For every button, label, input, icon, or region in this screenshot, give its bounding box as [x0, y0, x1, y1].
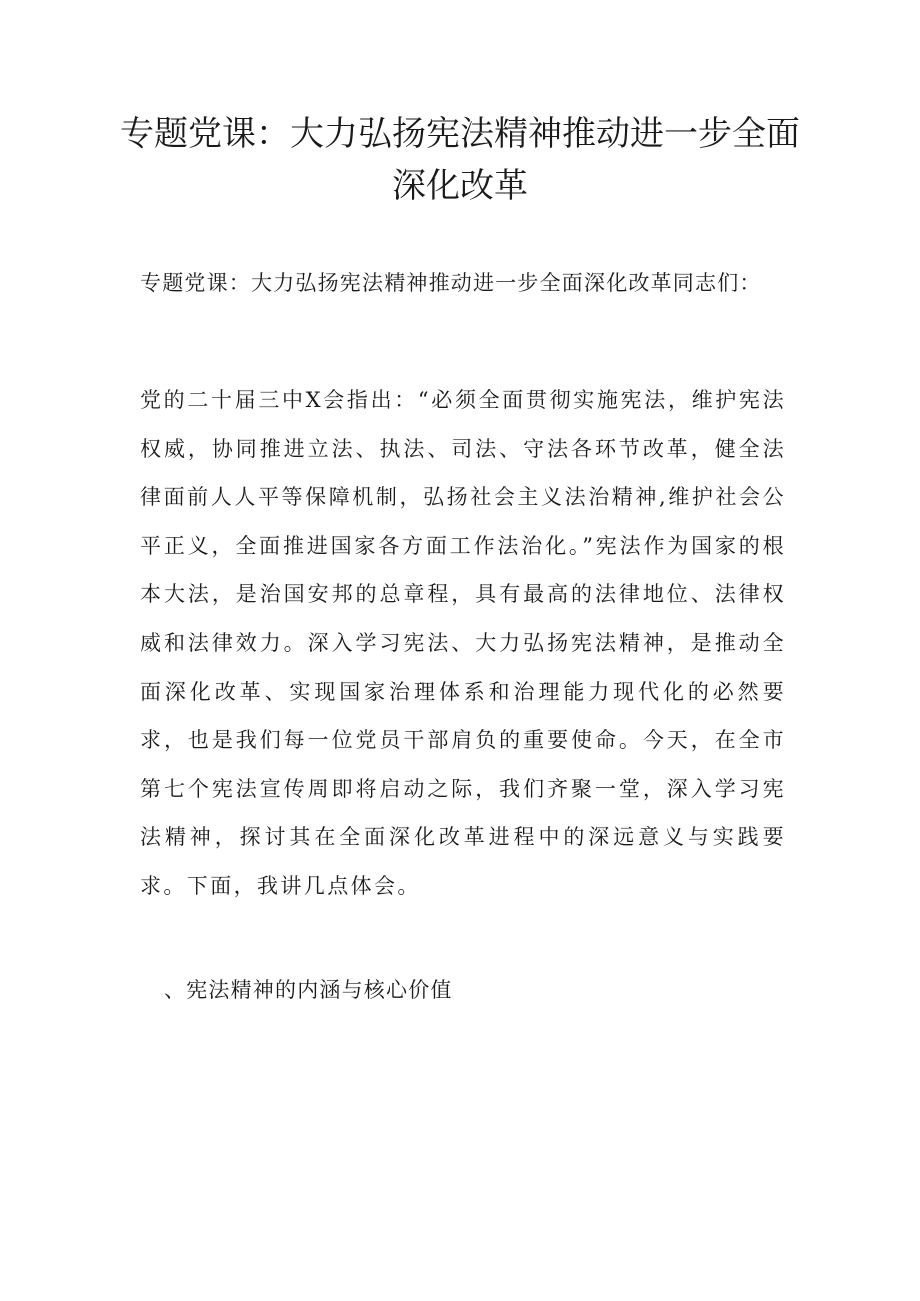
intro-line: 专题党课：大力弘扬宪法精神推动进一步全面深化改革同志们： [140, 271, 762, 295]
body-paragraph: 党的二十届三中X会指出：“必须全面贯彻实施宪法，维护宪法权威，协同推进立法、执法、司法、守法各环节改革，健全法律面前人人平等保障机制，弘扬社会主义法治精神,维护社会公平正义，全面推进国家各方面工作法治化。”宪法作为国家的根本大法，是治国安邦的总章程，具有最高的法律地位、法律权威和法律效力。深入学习宪法、大力弘扬宪法精神，是推动全面深化改革、实现国家治理体系和治理能力现代化的必然要求，也是我们每一位党员干部肩负的重要使命。今天，在全市第七个宪法宣传周即将启动之际，我们齐聚一堂，深入学习宪法精神，探讨其在全面深化改革进程中的深远意义与实践要求。下面，我讲几点体会。 [140, 388, 786, 898]
section-heading: 、宪法精神的内涵与核心价值 [164, 978, 453, 1002]
document-title: 专题党课：大力弘扬宪法精神推动进一步全面深化改革 [120, 114, 800, 206]
